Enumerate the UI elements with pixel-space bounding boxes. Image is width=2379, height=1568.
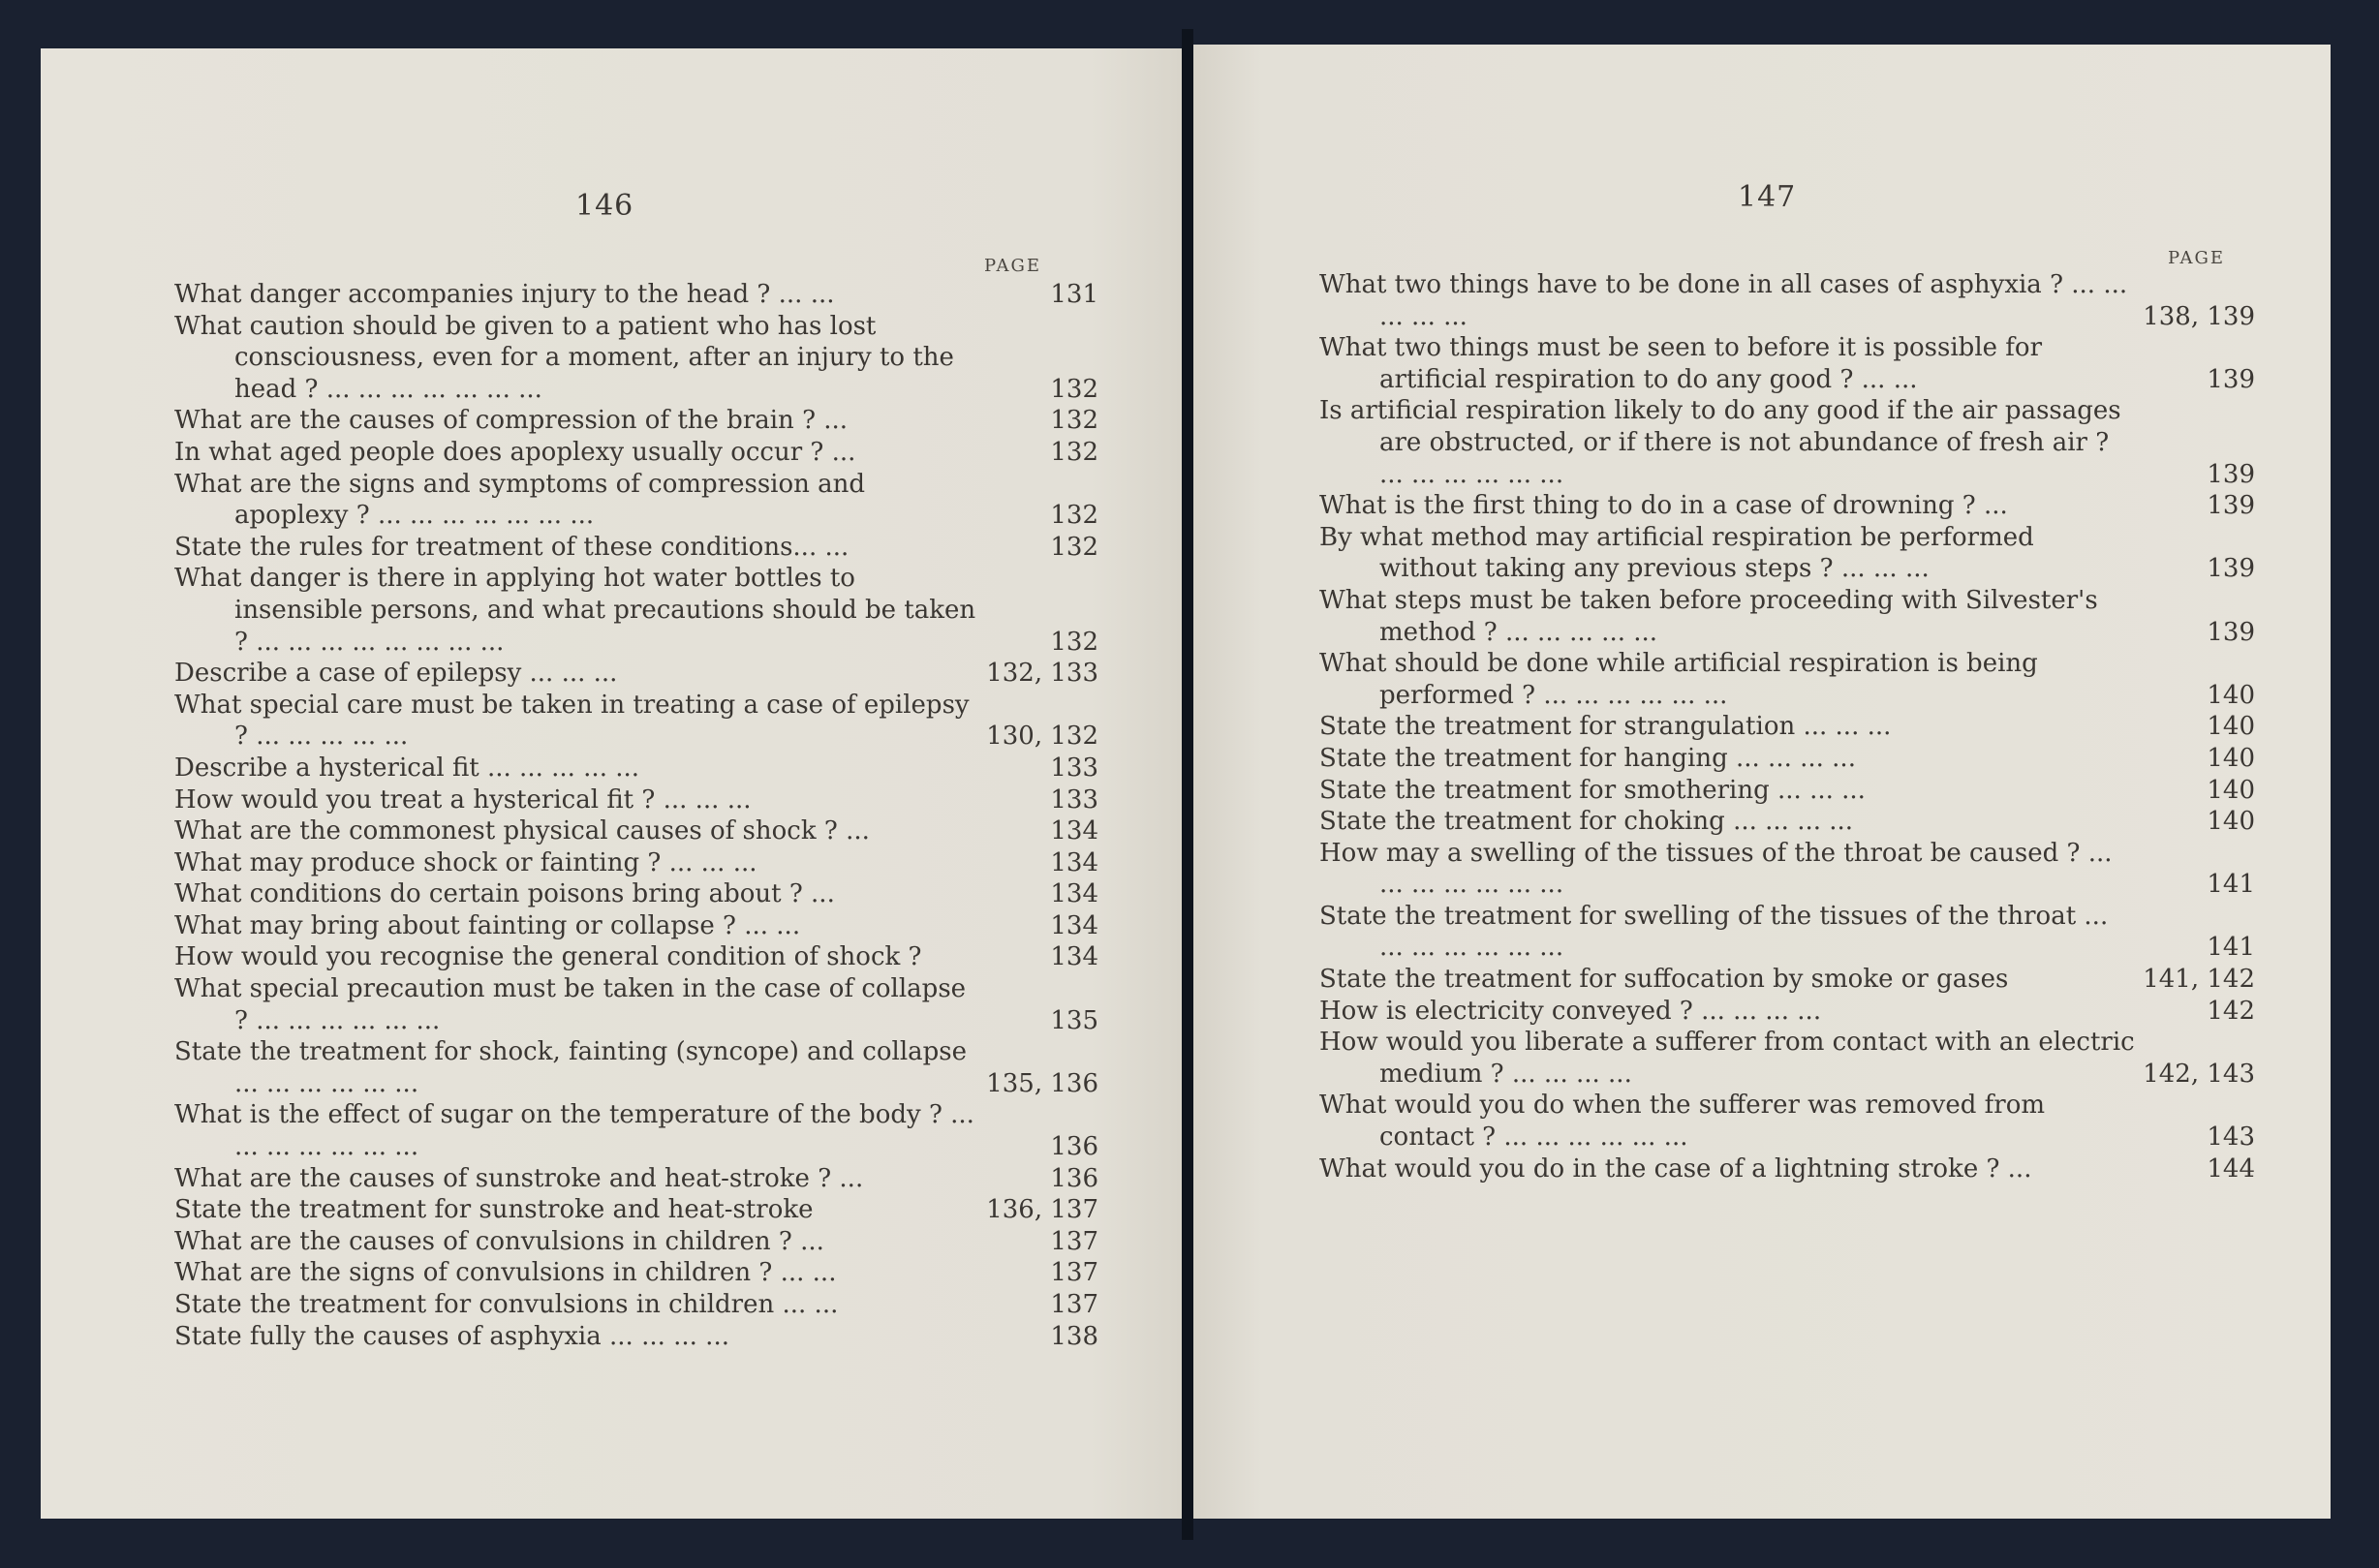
entry-question: Is artificial respiration likely to do any good if the air passages are obstructed, or if there is not abundance of fresh air ? ... ... ... ... ... ... — [1319, 396, 2121, 489]
index-entries — [1319, 269, 2255, 1184]
entry-question: Describe a case of epilepsy ... ... ... — [174, 659, 618, 689]
entry-page-ref: 140 — [2207, 775, 2255, 805]
entry-page-ref: 139 — [2207, 364, 2255, 394]
entry-question: State the treatment for hanging ... ... ... ... — [1319, 743, 1856, 773]
index-entry — [174, 784, 1098, 816]
index-entry — [174, 532, 1098, 564]
entry-question: How may a swelling of the tissues of the throat be caused ? ... ... ... ... ... ... ... — [1319, 838, 2113, 900]
index-entry — [1319, 1090, 2255, 1153]
index-entry — [1319, 1027, 2255, 1090]
entry-page-ref: 132, 133 — [986, 659, 1098, 689]
entry-page-ref: 139 — [2207, 491, 2255, 521]
entry-page-ref: 134 — [1050, 847, 1098, 877]
entry-page-ref: 134 — [1050, 910, 1098, 940]
entry-question: What steps must be taken before proceeding with Silvester's method ? ... ... ... ... ... — [1319, 585, 2098, 647]
entry-question: State the treatment for choking ... ... ... ... — [1319, 807, 1854, 837]
entry-question: State fully the causes of asphyxia ... ... ... ... — [174, 1321, 729, 1351]
entry-page-ref: 139 — [2207, 554, 2255, 584]
entry-question: In what aged people does apoplexy usually occur ? ... — [174, 437, 856, 467]
index-entry — [1319, 901, 2255, 964]
index-entry — [174, 815, 1098, 847]
index-entry — [1319, 838, 2255, 901]
index-entry — [174, 941, 1098, 973]
entry-question: What are the signs and symptoms of compression and apoplexy ? ... ... ... ... ... ... ... — [174, 469, 866, 531]
entry-question: What danger accompanies injury to the head ? ... ... — [174, 280, 835, 309]
entry-question: How is electricity conveyed ? ... ... ... ... — [1319, 996, 1822, 1026]
book-gutter — [1182, 29, 1193, 1540]
entry-question: What special care must be taken in treating a case of epilepsy ? ... ... ... ... ... — [174, 690, 970, 752]
index-entry — [1319, 585, 2255, 648]
entry-question: State the treatment for sunstroke and heat-stroke — [174, 1195, 814, 1225]
entry-question: What is the effect of sugar on the temperature of the body ? ... ... ... ... ... ... ... — [174, 1100, 974, 1162]
page-column-header: PAGE — [2168, 248, 2225, 268]
index-entry — [1319, 743, 2255, 775]
entry-question: State the treatment for smothering ... ... ... — [1319, 775, 1866, 805]
entry-page-ref: 132 — [1050, 501, 1098, 531]
page-column-header: PAGE — [984, 256, 1041, 276]
entry-question: What would you do when the sufferer was removed from contact ? ... ... ... ... ... ... — [1319, 1091, 2045, 1153]
entry-page-ref: 142 — [2207, 996, 2255, 1026]
entry-page-ref: 134 — [1050, 879, 1098, 909]
entry-page-ref: 141 — [2207, 870, 2255, 900]
index-entry — [1319, 806, 2255, 838]
entry-page-ref: 136 — [1050, 1132, 1098, 1162]
index-entries — [174, 279, 1098, 1352]
entry-page-ref: 132 — [1050, 627, 1098, 657]
index-entry — [1319, 996, 2255, 1028]
index-entry — [174, 658, 1098, 690]
entry-page-ref: 140 — [2207, 743, 2255, 773]
index-entry — [174, 1099, 1098, 1162]
index-entry — [1319, 1153, 2255, 1185]
entry-question: What are the commonest physical causes of shock ? ... — [174, 816, 870, 846]
entry-page-ref: 132 — [1050, 437, 1098, 467]
entry-page-ref: 136, 137 — [986, 1195, 1098, 1225]
entry-page-ref: 140 — [2207, 807, 2255, 837]
entry-question: How would you recognise the general condition of shock ? — [174, 942, 922, 972]
index-entry — [1319, 490, 2255, 522]
index-entry — [174, 437, 1098, 469]
entry-page-ref: 144 — [2207, 1153, 2255, 1184]
entry-question: What danger is there in applying hot water bottles to insensible persons, and what precautions should be taken ? ... ... ... ... ... ... ... ... — [174, 564, 976, 657]
entry-question: State the treatment for shock, fainting (syncope) and collapse ... ... ... ... ... ... — [174, 1037, 968, 1098]
entry-question: State the treatment for suffocation by smoke or gases — [1319, 965, 2009, 995]
entry-page-ref: 137 — [1050, 1290, 1098, 1319]
index-entry — [174, 1036, 1098, 1099]
entry-page-ref: 134 — [1050, 942, 1098, 972]
right-page — [1193, 45, 2331, 1519]
entry-page-ref: 140 — [2207, 680, 2255, 710]
entry-page-ref: 141 — [2207, 933, 2255, 963]
index-entry — [174, 311, 1098, 406]
index-entry — [1319, 395, 2255, 490]
entry-question: State the treatment for convulsions in children ... ... — [174, 1290, 839, 1319]
index-entry — [1319, 332, 2255, 395]
index-entry — [174, 1194, 1098, 1226]
entry-page-ref: 134 — [1050, 816, 1098, 846]
entry-page-ref: 132 — [1050, 374, 1098, 404]
entry-question: What two things have to be done in all cases of asphyxia ? ... ... ... ... ... — [1319, 270, 2128, 331]
index-entry — [1319, 648, 2255, 711]
entry-question: State the treatment for swelling of the tissues of the throat ... ... ... ... ... ... ... — [1319, 901, 2109, 963]
entry-question: State the treatment for strangulation ... ... ... — [1319, 712, 1892, 742]
index-entry — [174, 279, 1098, 311]
entry-page-ref: 133 — [1050, 784, 1098, 815]
index-entry — [174, 910, 1098, 942]
entry-page-ref: 137 — [1050, 1258, 1098, 1288]
entry-page-ref: 132 — [1050, 532, 1098, 562]
entry-question: By what method may artificial respiration be performed without taking any previous steps ? ... ... ... — [1319, 522, 2034, 584]
index-entry — [174, 405, 1098, 437]
entry-page-ref: 138, 139 — [2143, 301, 2255, 331]
index-entry — [174, 973, 1098, 1036]
entry-question: How would you treat a hysterical fit ? ... ... ... — [174, 784, 752, 815]
index-entry — [174, 563, 1098, 658]
index-entry — [174, 753, 1098, 784]
entry-question: What are the causes of sunstroke and heat-stroke ? ... — [174, 1163, 864, 1193]
entry-page-ref: 138 — [1050, 1321, 1098, 1351]
entry-page-ref: 140 — [2207, 712, 2255, 742]
entry-page-ref: 142, 143 — [2143, 1059, 2255, 1089]
entry-page-ref: 136 — [1050, 1163, 1098, 1193]
entry-page-ref: 139 — [2207, 459, 2255, 489]
entry-page-ref: 137 — [1050, 1226, 1098, 1256]
entry-page-ref: 133 — [1050, 753, 1098, 783]
page-number: 147 — [1738, 180, 1797, 214]
entry-question: What caution should be given to a patient who has lost consciousness, even for a moment, after an injury to the head ? ... ... ... ... ... ... ... — [174, 311, 954, 404]
left-page — [41, 48, 1182, 1519]
entry-question: What is the first thing to do in a case of drowning ? ... — [1319, 491, 2008, 521]
index-entry — [174, 1321, 1098, 1353]
entry-page-ref: 135 — [1050, 1005, 1098, 1035]
index-entry — [174, 1163, 1098, 1195]
entry-page-ref: 135, 136 — [986, 1068, 1098, 1098]
index-entry — [174, 469, 1098, 532]
entry-question: What conditions do certain poisons bring about ? ... — [174, 879, 835, 909]
entry-question: Describe a hysterical fit ... ... ... ... ... — [174, 753, 640, 783]
entry-question: What are the causes of convulsions in children ? ... — [174, 1226, 824, 1256]
entry-page-ref: 131 — [1050, 280, 1098, 309]
index-entry — [1319, 711, 2255, 743]
entry-page-ref: 141, 142 — [2143, 965, 2255, 995]
index-entry — [1319, 522, 2255, 585]
index-entry — [174, 690, 1098, 753]
index-entry — [174, 1289, 1098, 1321]
index-entry — [174, 878, 1098, 910]
entry-page-ref: 132 — [1050, 406, 1098, 436]
index-entry — [174, 847, 1098, 879]
index-entry — [1319, 269, 2255, 332]
entry-question: What would you do in the case of a lightning stroke ? ... — [1319, 1153, 2032, 1184]
entry-question: What should be done while artificial respiration is being performed ? ... ... ... ... ... ... — [1319, 649, 2038, 710]
index-entry — [174, 1257, 1098, 1289]
entry-question: How would you liberate a sufferer from contact with an electric medium ? ... ... ... ... — [1319, 1028, 2135, 1089]
entry-question: What may bring about fainting or collapse ? ... ... — [174, 910, 801, 940]
page-number: 146 — [575, 189, 634, 223]
index-entry — [1319, 964, 2255, 996]
entry-question: What may produce shock or fainting ? ... ... ... — [174, 847, 757, 877]
index-entry — [174, 1226, 1098, 1258]
entry-page-ref: 143 — [2207, 1122, 2255, 1153]
entry-question: What special precaution must be taken in the case of collapse ? ... ... ... ... ... ... — [174, 974, 967, 1035]
index-entry — [1319, 775, 2255, 807]
entry-page-ref: 130, 132 — [986, 722, 1098, 752]
entry-question: What are the causes of compression of the brain ? ... — [174, 406, 849, 436]
entry-page-ref: 139 — [2207, 617, 2255, 647]
entry-question: State the rules for treatment of these conditions... ... — [174, 532, 850, 562]
entry-question: What are the signs of convulsions in children ? ... ... — [174, 1258, 837, 1288]
entry-question: What two things must be seen to before it is possible for artificial respiration to do any good ? ... ... — [1319, 333, 2043, 394]
